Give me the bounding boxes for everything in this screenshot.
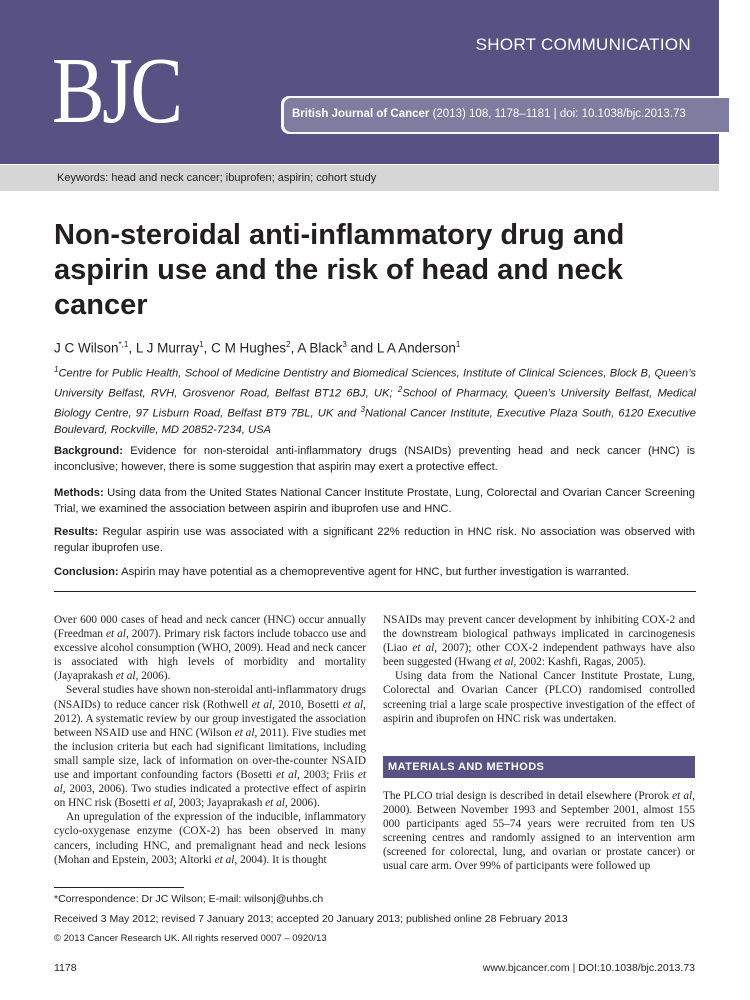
text-run: et al [251, 698, 273, 711]
correspondence-note: *Correspondence: Dr JC Wilson; E-mail: wilsonj@uhbs.ch [54, 893, 324, 905]
keywords [57, 172, 376, 184]
author-affil-sup: 2 [286, 340, 291, 349]
text-run: et al [672, 790, 693, 802]
body-paragraph: Using data from the National Cancer Institute Prostate, Lung, Colorectal and Ovarian Cancer (PLCO) randomised controlled screening trial a large scale prospective investigation of the effect of aspirin and ibuprofen on HNC risk was undertaken. [383, 670, 695, 725]
author-name: L A Anderson [376, 340, 456, 356]
article-title: Non-steroidal anti-inflammatory drug and aspirin use and the risk of head and neck cancer [54, 219, 625, 321]
body-paragraph [383, 613, 695, 669]
author-name: C M Hughes [211, 340, 287, 356]
received-dates: Received 3 May 2012; revised 7 January 2013; accepted 20 January 2013; published online 28 February 2013 [54, 913, 568, 925]
text-run: , 2003; Friis [296, 769, 358, 782]
body-column-right-lower [383, 789, 695, 874]
author-name: A Black [297, 340, 343, 356]
text-run: , 2007). Primary risk factors include tobacco use and excessive alcohol consumption (WHO, 2009). Head and neck cancer is associated with high levels of morbidity and mortality (Jayaprakash [54, 628, 366, 683]
body-paragraph [54, 810, 366, 866]
text-run: Over 600 000 cases of head and neck cancer (HNC) occur annually (Freedman [54, 614, 366, 641]
text-run: Several studies have shown non-steroidal anti-inflammatory drugs (NSAIDs) to reduce cancer risk (Rothwell [54, 684, 366, 711]
text-run: et al [412, 642, 435, 655]
author-name: J C Wilson [54, 340, 119, 356]
article-type: SHORT COMMUNICATION [475, 35, 691, 54]
text-run: et al [115, 670, 136, 683]
abstract-label: Methods: [54, 487, 104, 499]
text-run: , 2002: Kashfi, Ragas, 2005). [513, 656, 646, 669]
affil-text: National Cancer Institute, Executive Plaza South, 6120 Executive Boulevard, Rockville, MD 20852-7234, USA [54, 408, 696, 436]
text-run: , 2003; Jayaprakash [172, 797, 266, 810]
text-run: , 2003, 2006). Two studies indicated a protective effect of aspirin on HNC risk (Bosetti [54, 783, 366, 810]
author-affil-sup: 3 [342, 340, 347, 349]
author-affil-sup: *,1 [118, 340, 129, 349]
text-run: et al [234, 726, 255, 739]
keywords-label: Keywords: [57, 172, 109, 184]
author-sep: and [346, 340, 377, 356]
text-run: An upregulation of the expression of the inducible, inflammatory cyclo-oxygenase enzyme (COX-2) has been observed in many cancers, including HNC, and premalignant head and neck lesions (Mohan and Epstein, 2003; Altorki [54, 811, 366, 866]
affil-sup: 2 [397, 385, 403, 395]
author-name: L J Murray [135, 340, 200, 356]
affil-sup: 1 [54, 365, 59, 374]
author-affil-sup: 1 [199, 340, 204, 349]
affiliations [54, 362, 696, 438]
body-column-left [54, 613, 366, 867]
text-run: , 2010, Bosetti [272, 698, 343, 711]
author-affil-sup: 1 [455, 340, 461, 349]
page-number: 1178 [54, 962, 77, 974]
body-paragraph [54, 613, 366, 683]
abstract-text: Evidence for non-steroidal anti-inflammatory drugs (NSAIDs) preventing head and neck cancer (HNC) is inconclusive; however, there is some suggestion that aspirin may exert a protective effect. [54, 445, 695, 473]
citation-journal: British Journal of Cancer [292, 108, 430, 120]
abstract-text: Using data from the United States National Cancer Institute Prostate, Lung, Colorectal and Ovarian Cancer Screening Trial, we examined the association between aspirin and ibuprofen use and HNC. [54, 487, 695, 515]
abstract-text: Regular aspirin use was associated with a significant 22% reduction in HNC risk. No association was observed with regular ibuprofen use. [54, 526, 695, 554]
text-run: et al [105, 628, 126, 641]
author-sep: , [290, 340, 298, 356]
abstract-divider [54, 591, 696, 592]
text-run: , 2011). Five studies met the inclusion criteria but each had significant limitations, including small sample size, lack of information on over-the-counter NSAID use and important confounding factors (Bosetti [54, 726, 366, 782]
text-run: et al [265, 797, 285, 810]
body-paragraph [383, 789, 695, 874]
abstract-methods [54, 486, 695, 517]
copyright: © 2013 Cancer Research UK. All rights reserved 0007 – 0920/13 [54, 933, 327, 944]
author-sep: , [203, 340, 212, 356]
citation-details: (2013) 108, 1178–1181 | doi: 10.1038/bjc.2013.73 [429, 108, 686, 120]
affil-text: School of Pharmacy, Queen’s University Belfast, Medical Biology Centre, 97 Lisburn Road, Belfast BT9 7BL, UK and [54, 387, 696, 421]
body-paragraph [54, 683, 366, 810]
affil-text: Centre for Public Health, School of Medicine Dentistry and Biomedical Sciences, Institute of Clinical Sciences, Block B, Queen’s University Belfast, RVH, Grosvenor Road, Belfast BT12 6BJ, UK; [54, 367, 696, 400]
author-list [54, 340, 460, 356]
abstract-background [54, 444, 695, 475]
text-run: et al [342, 698, 364, 711]
abstract-label: Results: [54, 526, 99, 538]
text-run: et al [214, 853, 235, 866]
keywords-text: head and neck cancer; ibuprofen; aspirin; cohort study [108, 172, 377, 184]
text-run: , 2012). A systematic review by our group investigated the association between NSAID use and HNC (Wilson [54, 698, 366, 739]
citation [292, 108, 686, 120]
text-run: et al [276, 769, 297, 782]
footer-site-link[interactable]: www.bjcancer.com | DOI:10.1038/bjc.2013.73 [482, 962, 695, 974]
section-heading-methods: MATERIALS AND METHODS [383, 756, 695, 778]
abstract-label: Conclusion: [54, 566, 119, 578]
text-run: et al [153, 797, 173, 810]
text-run: , 2006). [284, 797, 320, 810]
footnote-divider [54, 887, 184, 888]
text-run: , 2007); other COX-2 independent pathways have also been suggested (Hwang [383, 642, 695, 669]
affil-sup: 3 [360, 405, 365, 415]
abstract-results [54, 525, 695, 556]
abstract-conclusion [54, 565, 695, 581]
author-sep: , [128, 340, 136, 356]
text-run: , 2004). It is thought [234, 853, 327, 866]
journal-logo: BJC [52, 39, 181, 143]
text-run: NSAIDs may prevent cancer development by inhibiting COX-2 and the downstream biological pathways implicated in carcinogenesis (Liao [383, 614, 695, 655]
text-run: , 2006). [135, 670, 171, 683]
abstract-text: Aspirin may have potential as a chemopreventive agent for HNC, but further investigation is warranted. [118, 566, 630, 578]
text-run: , 2000). Between November 1993 and September 2001, almost 155 000 participants aged 55–74 years were recruited from ten US screening centres and randomly assigned to an intervention arm (screened for colorectal, lung, and ovarian or prostate cancer) or usual care arm. Over 99% of participants were followed up [383, 790, 695, 873]
text-run: The PLCO trial design is described in detail elsewhere (Prorok [383, 790, 673, 802]
body-column-right [383, 613, 695, 726]
text-run: et al [493, 656, 514, 669]
abstract-label: Background: [54, 445, 123, 457]
text-run: et al [54, 769, 366, 796]
